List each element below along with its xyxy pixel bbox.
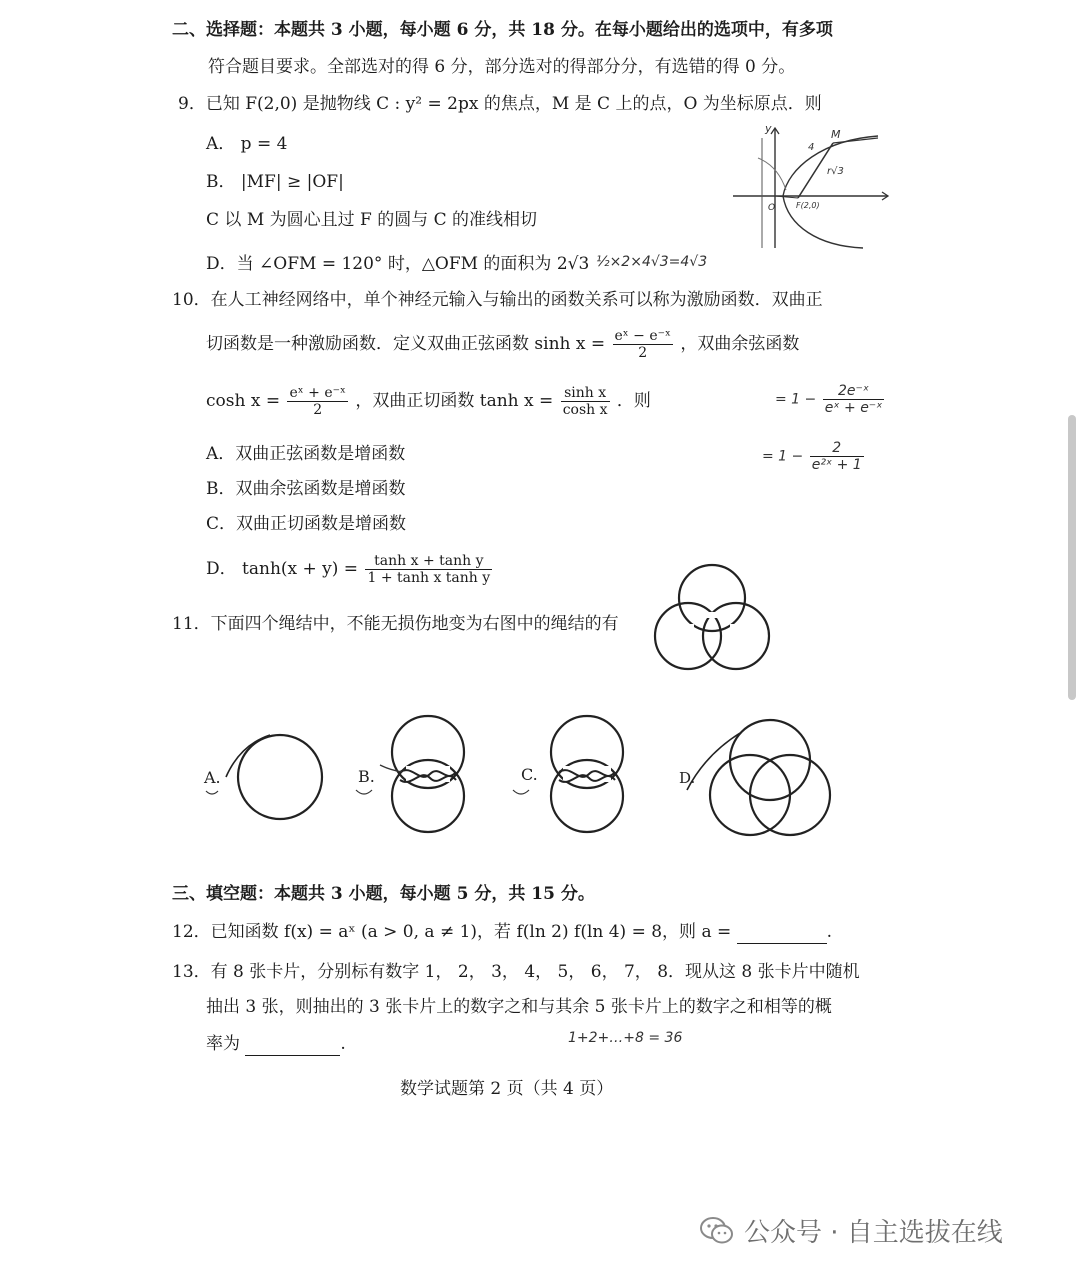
section3-title: 三、填空题：本题共 3 小题，每小题 5 分，共 15 分。 <box>172 884 595 904</box>
svg-text:D.: D. <box>679 769 696 787</box>
trefoil-knot-reference <box>650 560 775 675</box>
q9-stem: 9．已知 F(2,0) 是抛物线 C : y² = 2px 的焦点，M 是 C 上的点，O 为坐标原点．则 <box>178 94 822 114</box>
q12-answer-blank[interactable] <box>737 925 827 944</box>
cosh-fraction: $\frac{\text{eˣ + e⁻ˣ}}{2}$ <box>289 385 346 418</box>
knot-option-c <box>505 710 635 840</box>
q10-stem-line2 <box>206 328 799 361</box>
q10-stem-line3 <box>206 385 651 418</box>
q13-line2: 抽出 3 张，则抽出的 3 张卡片上的数字之和与其余 5 张卡片上的数字之和相等的概 <box>206 997 832 1017</box>
sketch-label-m: M <box>831 128 841 141</box>
knot-option-d <box>675 715 835 840</box>
svg-text:C.: C. <box>521 765 538 784</box>
q10-cosh-intro: ，双曲余弦函数 <box>680 334 800 354</box>
watermark <box>700 1212 1003 1249</box>
svg-text:B.: B. <box>358 767 375 786</box>
q13-line1: 13．有 8 张卡片，分别标有数字 1， 2， 3， 4， 5， 6， 7， 8．现从这 8 张卡片中随机 <box>172 962 860 982</box>
q10-option-b: B．双曲余弦函数是增函数 <box>206 479 406 499</box>
page-footer: 数学试题第 2 页（共 4 页） <box>400 1079 614 1099</box>
q10-stem-end: ．则 <box>616 391 651 411</box>
sketch-label-y: y <box>765 122 772 135</box>
q11-stem: 11．下面四个绳结中，不能无损伤地变为右图中的绳结的有 <box>172 614 619 634</box>
tanh-fraction: $\frac{\text{sinh x}}{\text{cosh x}}$ <box>562 385 608 418</box>
watermark-text: 公众号 · 自主选拔在线 <box>744 1218 1003 1248</box>
sketch-label-r3: r√3 <box>827 166 844 177</box>
q12-stem: 12．已知函数 f(x) = aˣ (a > 0, a ≠ 1)，若 f(ln 2) f(ln 4) = 8，则 a = . <box>172 922 833 942</box>
q13-answer-blank[interactable] <box>245 1037 340 1056</box>
q10-cosh-definition: cosh x = <box>206 391 281 411</box>
q10-handwritten-note-1: = 1 − $\frac{\text{2e⁻ˣ}}{\text{eˣ + e⁻ˣ}}$ <box>775 383 883 416</box>
scrollbar-thumb[interactable] <box>1068 415 1076 700</box>
q13-handwritten-note: 1+2+…+8 = 36 <box>568 1030 683 1046</box>
sketch-label-o: O <box>768 203 776 213</box>
q9-option-c: C 以 M 为圆心且过 F 的圆与 C 的准线相切 <box>206 210 538 230</box>
section2-title-line1: 二、选择题：本题共 3 小题，每小题 6 分，共 18 分。在每小题给出的选项中，有多项 <box>172 20 833 40</box>
q9-option-d: D．当 ∠OFM = 120° 时，△OFM 的面积为 2√3 <box>206 254 590 274</box>
q9-option-b: B． |MF| ≥ |OF| <box>206 172 344 192</box>
sketch-label-f: F(2,0) <box>796 201 820 210</box>
q10-tanh-definition: ，双曲正切函数 tanh x = <box>355 391 554 411</box>
parabola-sketch <box>728 118 893 253</box>
q10-option-c: C．双曲正切函数是增函数 <box>206 514 407 534</box>
q10-option-a: A．双曲正弦函数是增函数 <box>206 444 406 464</box>
q10-option-d: D． tanh(x + y) = $\frac{\text{tanh x + tanh y}}{\text{1 + tanh x tanh y}}$ <box>206 553 491 586</box>
sketch-label-4: 4 <box>808 142 815 153</box>
svg-text:A.: A. <box>204 768 221 787</box>
q9-handwritten-note: ½×2×4√3=4√3 <box>596 254 708 270</box>
knot-option-a <box>200 725 330 825</box>
q9-option-a: A． p = 4 <box>206 134 288 154</box>
knot-option-b <box>350 710 480 840</box>
wechat-icon <box>700 1216 734 1246</box>
q13-line3: 率为 . <box>206 1034 346 1054</box>
q10-sinh-definition: 切函数是一种激励函数．定义双曲正弦函数 sinh x = <box>206 334 606 354</box>
q10-stem-line1: 10．在人工神经网络中，单个神经元输入与输出的函数关系可以称为激励函数．双曲正 <box>172 290 823 310</box>
q10-handwritten-note-2: = 1 − $\frac{2}{\text{e²ˣ + 1}}$ <box>762 440 862 473</box>
sinh-fraction: $\frac{\text{eˣ − e⁻ˣ}}{2}$ <box>614 328 671 361</box>
section2-title-line2: 符合题目要求。全部选对的得 6 分，部分选对的得部分分，有选错的得 0 分。 <box>208 57 796 77</box>
